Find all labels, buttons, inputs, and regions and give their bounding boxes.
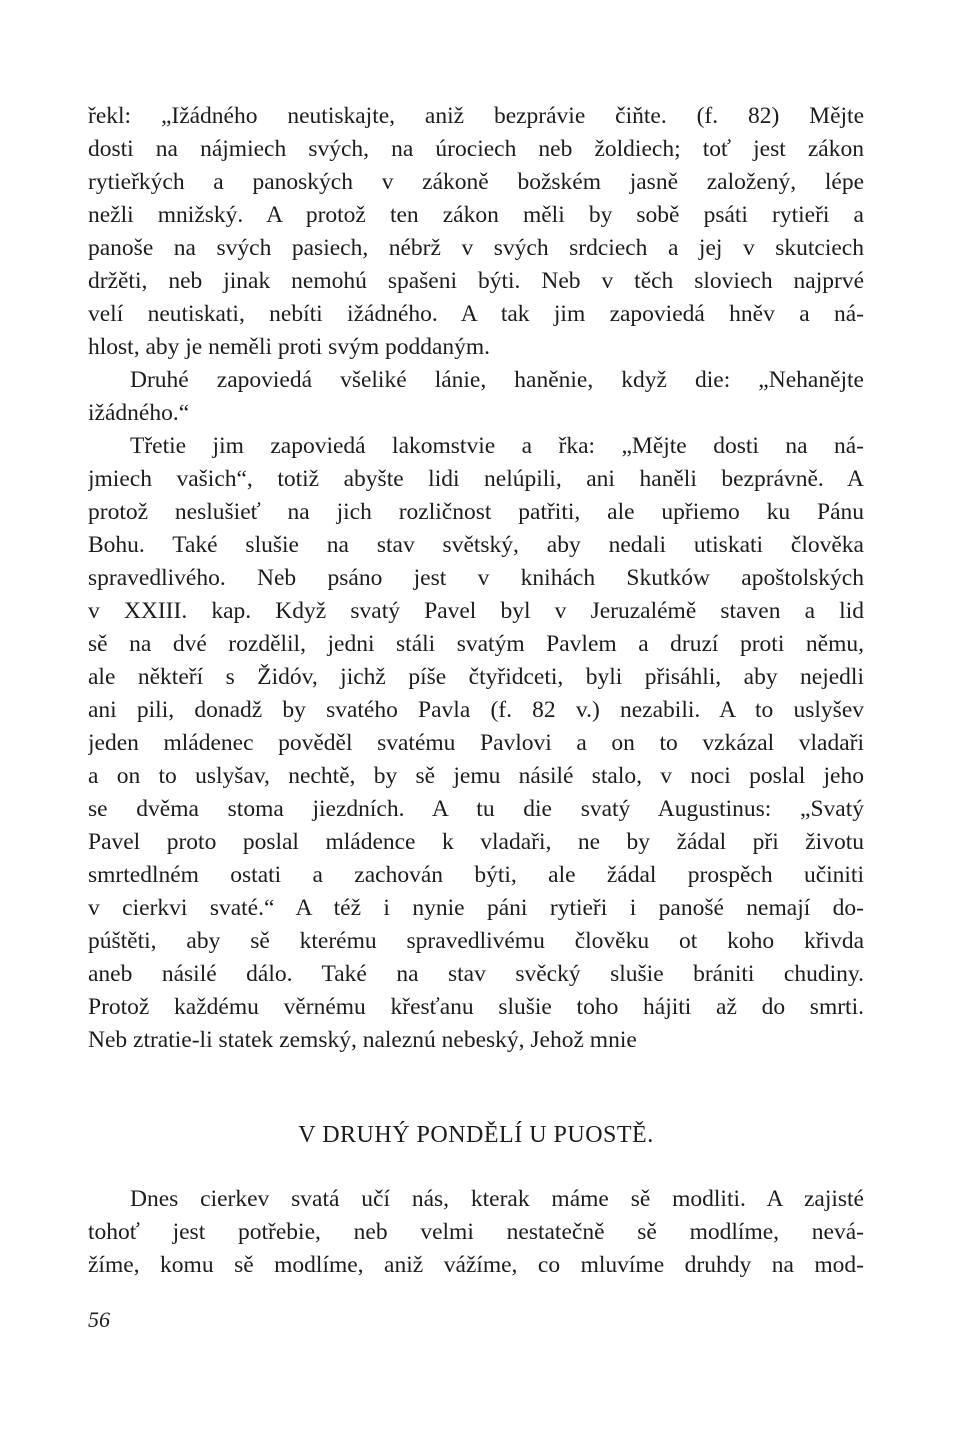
text-line: Dnes cierkev svatá učí nás, kterak máme sě modliti. A zajisté (130, 1186, 864, 1212)
body-text (88, 100, 864, 1057)
text-line: Druhé zapoviedá všeliké lánie, haněnie, když die: „Nehanějte (130, 367, 864, 393)
text-line: dosti na nájmiech svých, na úrociech neb žoldiech; toť jest zákon (88, 136, 864, 162)
text-line: v XXIII. kap. Když svatý Pavel byl v Jeruzalémě staven a lid (88, 598, 864, 624)
text-line: hlost, aby je neměli proti svým poddaným. (88, 334, 491, 360)
text-line: Neb ztratie-li statek zemský, naleznú nebeský, Jehož mnie (88, 1027, 637, 1053)
text-line: jmiech vašich“, totiž abyšte lidi nelúpili, ani haněli bezprávně. A (88, 466, 864, 492)
text-line: púštěti, aby sě kterému spravedlivému člověku ot koho křivda (88, 928, 864, 954)
text-line: rytieřkých a panoských v zákoně božském jasně založený, lépe (88, 169, 864, 195)
text-line: jeden mládenec pověděl svatému Pavlovi a on to vzkázal vladaři (88, 730, 864, 756)
text-line: ale někteří s Židóv, jichž píše čtyřidceti, byli přisáhli, aby nejedli (88, 664, 864, 690)
section-heading: V DRUHÝ PONDĚLÍ U PUOSTĚ. (298, 1122, 654, 1148)
text-line: protož neslušieť na jich rozličnost patřiti, ale upřiemo ku Pánu (88, 499, 864, 525)
text-line: žíme, komu sě modlíme, aniž vážíme, co mluvíme druhdy na mod- (88, 1252, 864, 1278)
text-line: panoše na svých pasiech, nébrž v svých srdciech a jej v skutciech (88, 235, 864, 261)
text-line: a on to uslyšav, nechtě, by sě jemu násilé stalo, v noci poslal jeho (88, 763, 864, 789)
text-line: tohoť jest potřebie, neb velmi nestatečně sě modlíme, nevá- (88, 1219, 864, 1245)
text-line: sě na dvé rozdělil, jedni stáli svatým Pavlem a druzí proti němu, (88, 631, 864, 657)
section-text (88, 1183, 864, 1282)
text-line: ani pili, donadž by svatého Pavla (f. 82 v.) nezabili. A to uslyšev (88, 697, 864, 723)
text-line: aneb násilé dálo. Také na stav svěcký slušie brániti chudiny. (88, 961, 864, 987)
text-line: držěti, neb jinak nemohú spašeni býti. Neb v těch sloviech najprvé (88, 268, 864, 294)
text-line: Bohu. Také slušie na stav světský, aby nedali utiskati člověka (88, 532, 864, 558)
text-line: Třetie jim zapoviedá lakomstvie a řka: „Mějte dosti na ná- (130, 433, 864, 459)
text-line: smrtedlném ostati a zachován býti, ale žádal prospěch učiniti (88, 862, 864, 888)
text-line: v cierkvi svaté.“ A též i nynie páni rytieři i panošé nemají do- (88, 895, 864, 921)
text-line: spravedlivého. Neb psáno jest v knihách Skutków apoštolských (88, 565, 864, 591)
text-line: řekl: „Ižádného neutiskajte, aniž bezprávie čiňte. (f. 82) Mějte (88, 103, 864, 129)
text-line: velí neutiskati, nebíti ižádného. A tak jim zapoviedá hněv a ná- (88, 301, 864, 327)
page-number: 56 (88, 1307, 110, 1332)
text-line: Pavel proto poslal mládence k vladaři, ne by žádal při životu (88, 829, 864, 855)
text-line: Protož každému věrnému křesťanu slušie toho hájiti až do smrti. (88, 994, 864, 1020)
text-line: ižádného.“ (88, 400, 190, 426)
text-line: nežli mnižský. A protož ten zákon měli by sobě psáti rytieři a (88, 202, 864, 228)
text-line: se dvěma stoma jiezdních. A tu die svatý Augustinus: „Svatý (88, 796, 864, 822)
